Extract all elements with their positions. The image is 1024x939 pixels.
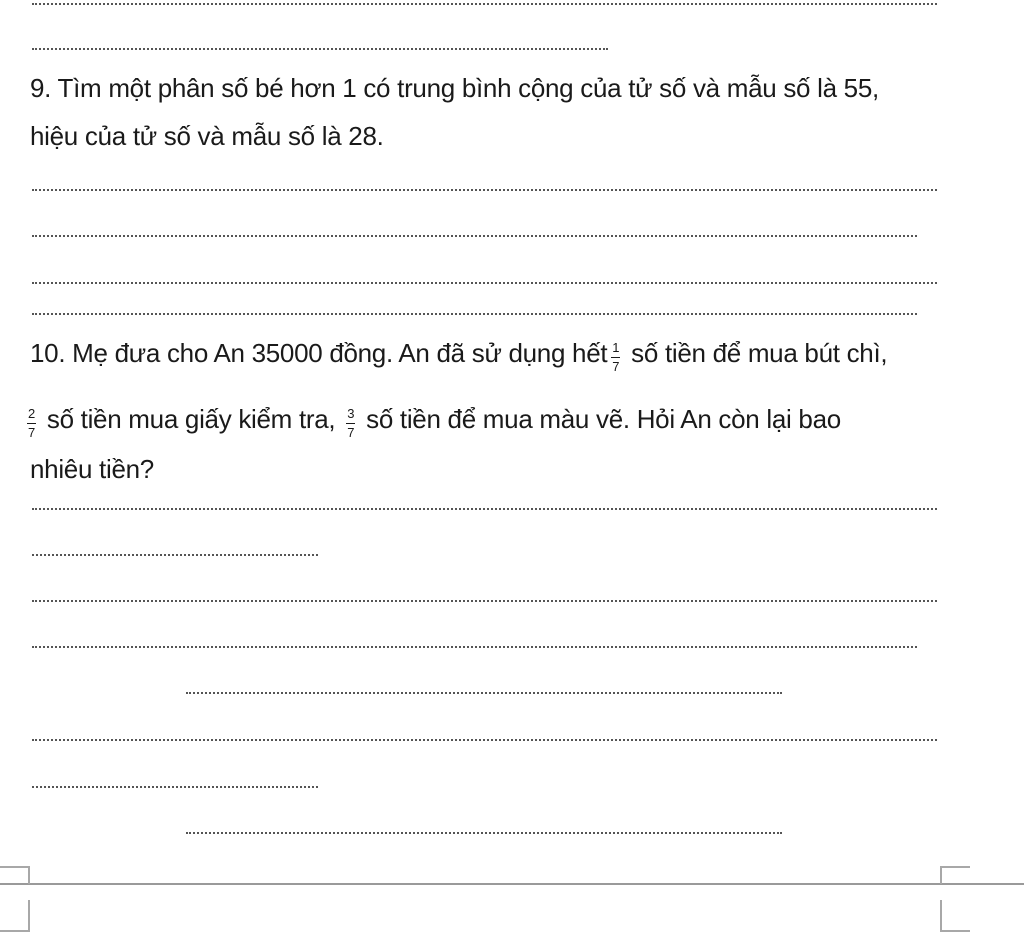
margin-mark-bottom-right [940, 900, 970, 932]
problem-9-line-1: 9. Tìm một phân số bé hơn 1 có trung bình cộng của tử số và mẫu số là 55, [30, 73, 879, 103]
answer-line [32, 739, 937, 741]
fraction-bar [27, 423, 36, 424]
fraction-bar [611, 357, 620, 358]
answer-line [32, 189, 937, 191]
answer-line [32, 554, 318, 556]
answer-line [32, 48, 608, 50]
margin-mark-top-right [940, 866, 970, 884]
problem-10-line-3: nhiêu tiền? [30, 454, 154, 484]
fraction-numerator: 2 [28, 405, 35, 421]
answer-line [32, 282, 937, 284]
fraction-denominator: 7 [612, 358, 620, 374]
problem-10-line-2 [27, 404, 841, 438]
problem-10-text-end-2: số tiền để mua màu vẽ. Hỏi An còn lại bao [366, 404, 841, 434]
fraction-denominator: 7 [28, 424, 35, 440]
problem-9-line-2: hiệu của tử số và mẫu số là 28. [30, 121, 384, 151]
fraction-three-sevenths [346, 407, 355, 440]
fraction-denominator: 7 [347, 424, 355, 440]
answer-line [32, 508, 937, 510]
answer-line [32, 646, 917, 648]
answer-line [32, 600, 937, 602]
fraction-two-sevenths [27, 407, 36, 440]
margin-mark-bottom-left [0, 900, 30, 932]
answer-line [32, 235, 917, 237]
margin-mark-top-left [0, 866, 30, 884]
fraction-numerator: 3 [347, 405, 355, 421]
answer-line [186, 832, 782, 834]
answer-line [32, 786, 318, 788]
fraction-numerator: 1 [612, 339, 620, 355]
answer-line [186, 692, 782, 694]
fraction-bar [346, 423, 355, 424]
page-separator [0, 883, 1024, 885]
answer-line [32, 313, 917, 315]
fraction-one-seventh [611, 341, 620, 374]
problem-10-line-1 [30, 338, 887, 372]
answer-line [32, 3, 937, 5]
problem-10-text-mid: số tiền mua giấy kiểm tra, [46, 404, 336, 434]
problem-10-text-end: số tiền để mua bút chì, [631, 338, 888, 368]
problem-10-text-start: 10. Mẹ đưa cho An 35000 đồng. An đã sử dụng hết [30, 338, 608, 368]
